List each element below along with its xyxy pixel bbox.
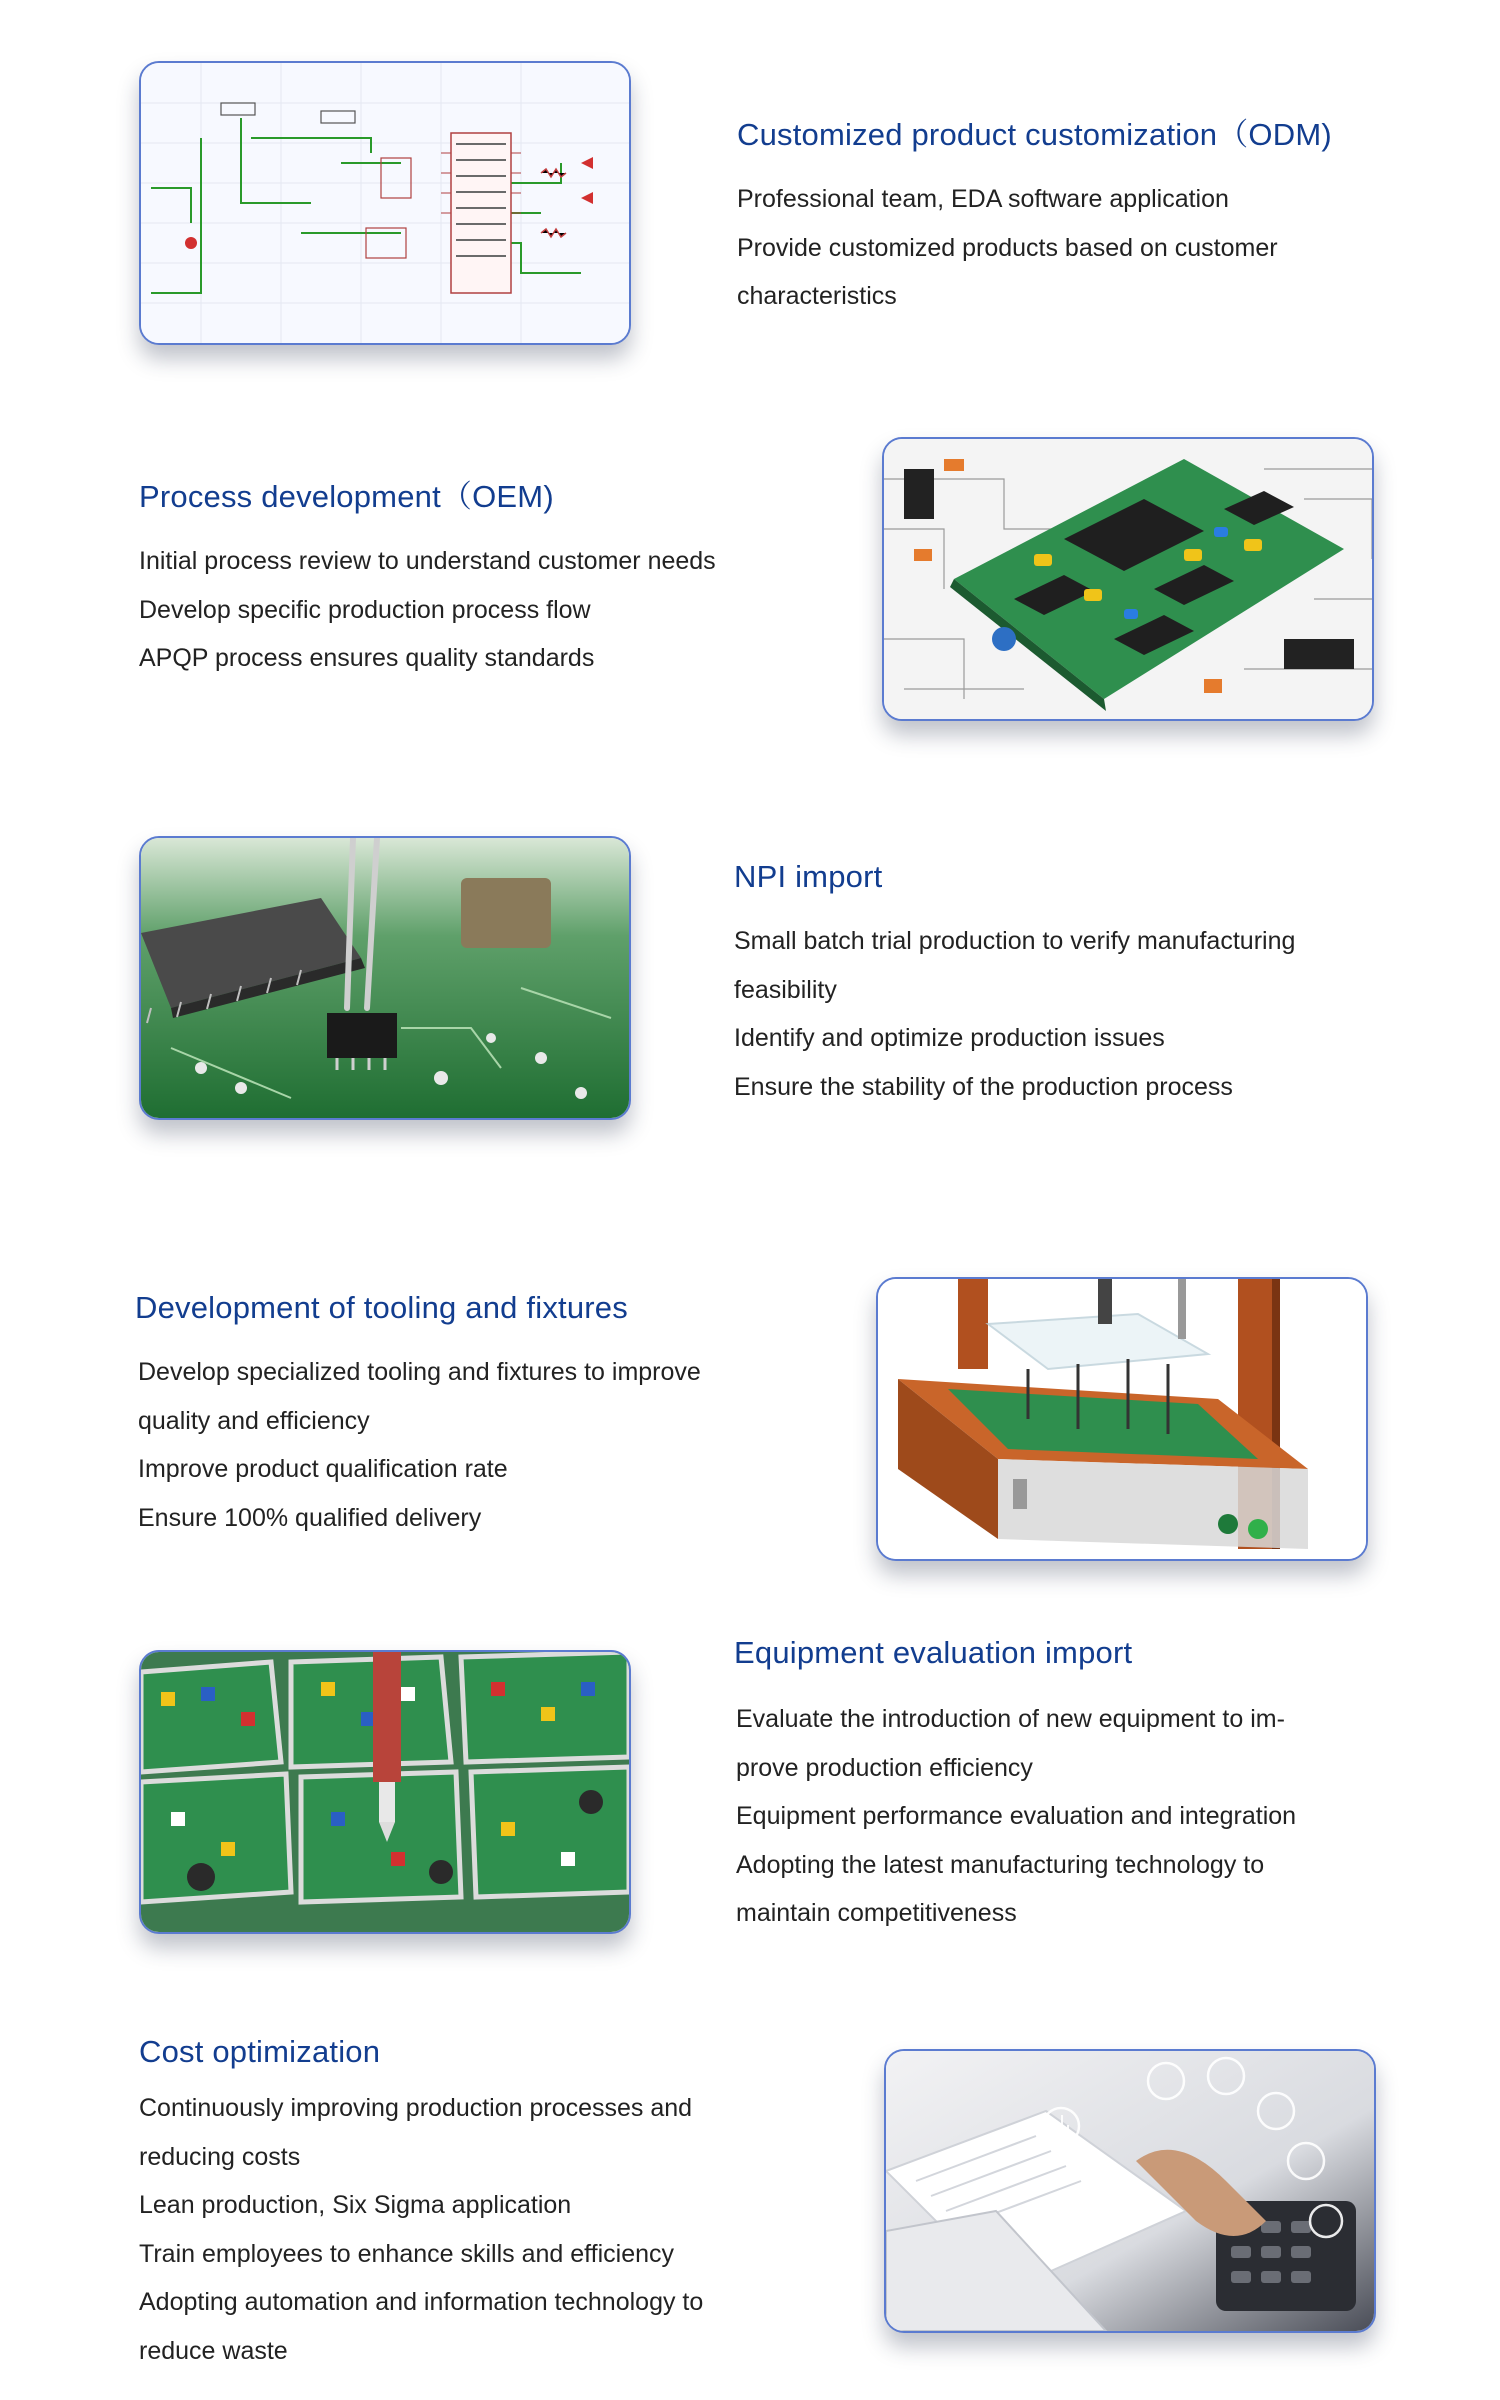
section-title: Equipment evaluation import — [734, 1635, 1133, 1670]
business-analytics-image — [884, 2049, 1376, 2333]
section-title: Development of tooling and fixtures — [135, 1290, 628, 1325]
section-line: maintain competitiveness — [736, 1899, 1017, 1927]
section-line: Adopting the latest manufacturing technology to — [736, 1850, 1265, 1879]
section-line: Identify and optimize production issues — [734, 1024, 1165, 1052]
section-cost-text — [139, 2032, 819, 2375]
section-line: Adopting automation and information technology to — [139, 2288, 704, 2316]
section-line: feasibility — [734, 975, 837, 1004]
section-odm-text — [737, 115, 1417, 321]
section-line: Professional team, EDA software application — [737, 185, 1229, 213]
section-line: Evaluate the introduction of new equipment to im- — [736, 1705, 1285, 1733]
section-line: Lean production, Six Sigma application — [139, 2191, 572, 2219]
section-line: reducing costs — [139, 2142, 301, 2171]
pcb-schematic-image — [139, 61, 631, 345]
tweezers-chip-image — [139, 836, 631, 1120]
section-line: characteristics — [737, 282, 897, 310]
section-title: NPI import — [734, 859, 883, 894]
section-line: Continuously improving production processes and — [139, 2094, 693, 2122]
board-array-image — [139, 1650, 631, 1934]
section-fixtures-text — [135, 1288, 815, 1542]
section-line: Initial process review to understand customer needs — [139, 547, 716, 575]
section-line: Small batch trial production to verify manufacturing — [734, 927, 1296, 955]
section-title: Process development（OEM) — [139, 479, 554, 514]
section-line: Improve product qualification rate — [138, 1455, 508, 1483]
section-line: Ensure 100% qualified delivery — [138, 1503, 482, 1532]
section-line: Develop specific production process flow — [139, 595, 591, 624]
section-line: Ensure the stability of the production process — [734, 1072, 1233, 1101]
section-title: Cost optimization — [139, 2034, 381, 2069]
section-line: Develop specialized tooling and fixtures to improve — [138, 1358, 701, 1386]
section-line: Provide customized products based on customer — [737, 233, 1278, 262]
section-line: quality and efficiency — [138, 1406, 370, 1435]
section-line: APQP process ensures quality standards — [139, 644, 595, 672]
section-line: reduce waste — [139, 2336, 288, 2365]
section-npi-text — [734, 857, 1414, 1111]
section-line: Train employees to enhance skills and efficiency — [139, 2239, 675, 2268]
circuit-board-image — [882, 437, 1374, 721]
section-line: prove production efficiency — [736, 1753, 1033, 1782]
section-line: Equipment performance evaluation and integration — [736, 1802, 1297, 1830]
test-fixture-image — [876, 1277, 1368, 1561]
section-title: Customized product customization（ODM) — [737, 117, 1332, 152]
section-oem-text — [139, 477, 819, 683]
section-equipment-text — [734, 1633, 1414, 1938]
